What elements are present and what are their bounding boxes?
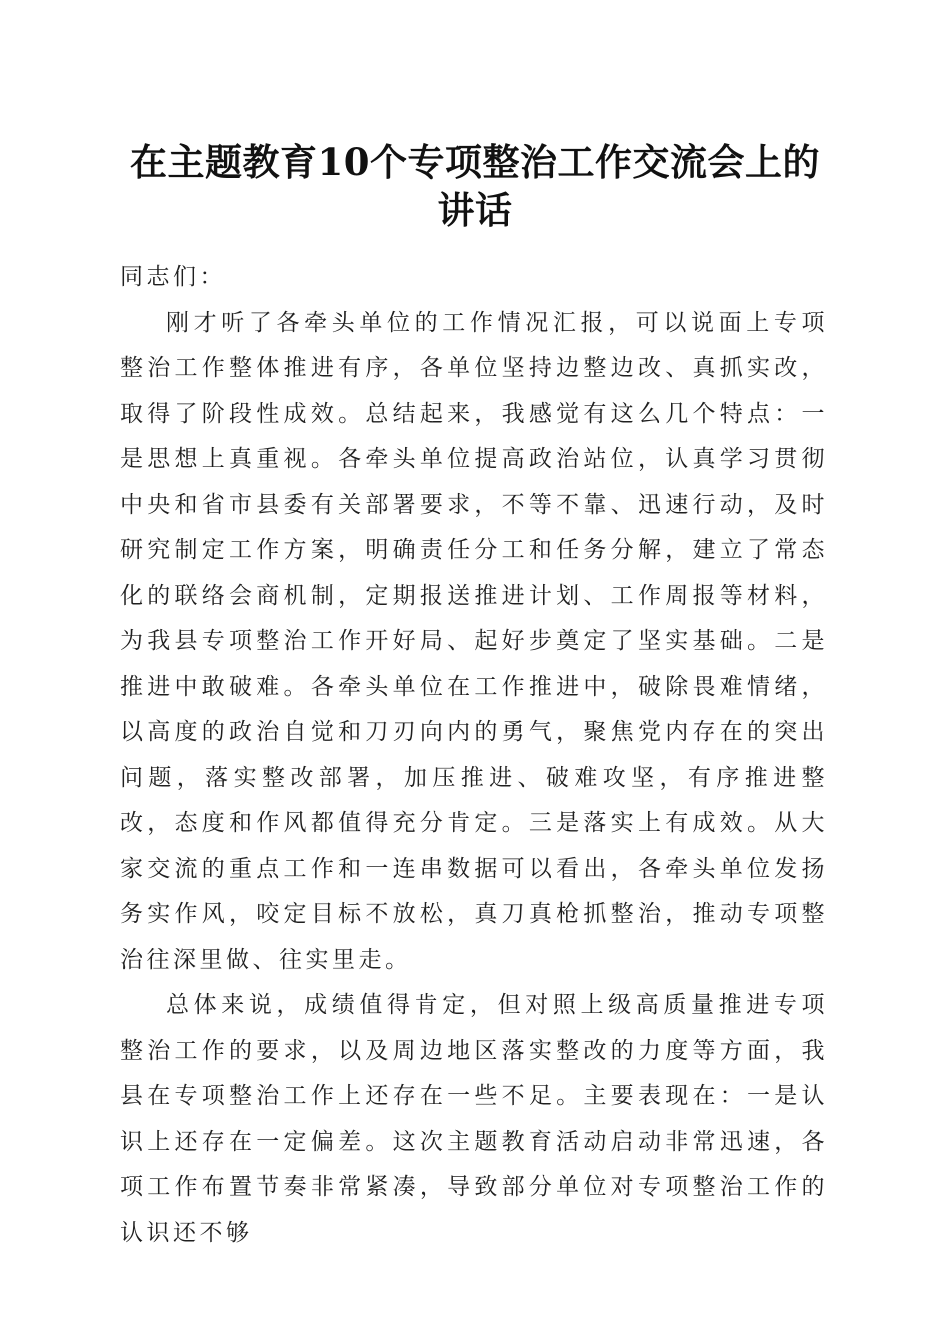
paragraph-2: 总体来说，成绩值得肯定，但对照上级高质量推进专项整治工作的要求，以及周边地区落实整改的力度等方面，我县在专项整治工作上还存在一些不足。主要表现在：一是认识上还存在一定偏差。这次主题教育活动启动非常迅速，各项工作布置节奏非常紧凑，导致部分单位对专项整治工作的认识还不够 [120,992,828,1246]
document-body [120,255,828,1256]
document-title: 在主题教育10个专项整治工作交流会上的讲话 [130,140,820,232]
salutation: 同志们： [120,264,226,290]
paragraph-1: 刚才听了各牵头单位的工作情况汇报，可以说面上专项整治工作整体推进有序，各单位坚持边整边改、真抓实改，取得了阶段性成效。总结起来，我感觉有这么几个特点：一是思想上真重视。各牵头单位提高政治站位，认真学习贯彻中央和省市县委有关部署要求，不等不靠、迅速行动，及时研究制定工作方案，明确责任分工和任务分解，建立了常态化的联络会商机制，定期报送推进计划、工作周报等材料，为我县专项整治工作开好局、起好步奠定了坚实基础。二是推进中敢破难。各牵头单位在工作推进中，破除畏难情绪，以高度的政治自觉和刀刃向内的勇气，聚焦党内存在的突出问题，落实整改部署，加压推进、破难攻坚，有序推进整改，态度和作风都值得充分肯定。三是落实上有成效。从大家交流的重点工作和一连串数据可以看出，各牵头单位发扬务实作风，咬定目标不放松，真刀真枪抓整治，推动专项整治往深里做、往实里走。 [120,309,828,973]
